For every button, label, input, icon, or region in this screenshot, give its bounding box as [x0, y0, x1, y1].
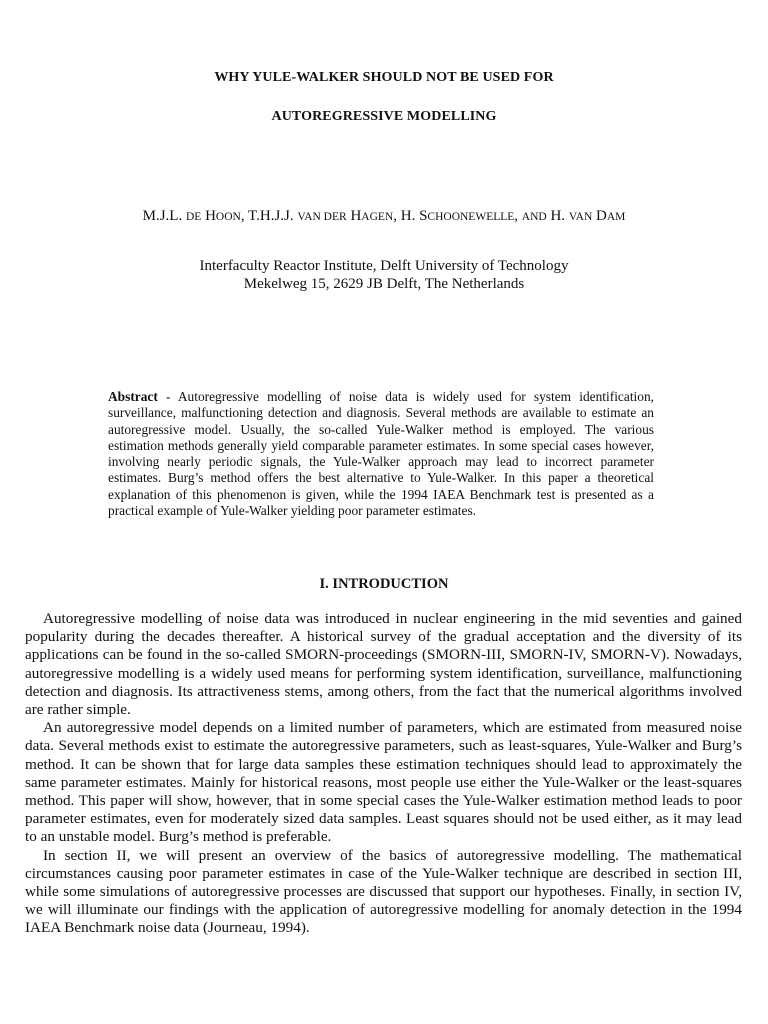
abstract-label: Abstract	[108, 389, 158, 404]
author-list: M.J.L. DE HOON, T.H.J.J. VAN DER HAGEN, H. SCHOONEWELLE, AND H. VAN DAM	[142, 208, 626, 224]
abstract	[108, 389, 654, 519]
paragraph: An autoregressive model depends on a limited number of parameters, which are estimated from measured noise data. Several methods exist to estimate the autoregressive parameters, such as least-squares, Yule-Walker and Burg’s method. It can be shown that for large data samples these estimation techniques should lead to approximately the same parameter estimates. Mainly for historical reasons, most people use either the Yule-Walker or the least-squares method. This paper will show, however, that in some special cases the Yule-Walker estimation method leads to poor parameter estimates, even for moderately sized data samples. Least squares should not be used either, as it may lead to an unstable model. Burg’s method is preferable.	[25, 719, 742, 846]
affiliation-line-1: Interfaculty Reactor Institute, Delft University of Technology	[199, 258, 569, 274]
section-body	[25, 610, 742, 938]
paper-title-line-2: AUTOREGRESSIVE MODELLING	[271, 109, 497, 124]
paper-title-line-1: WHY YULE-WALKER SHOULD NOT BE USED FOR	[214, 70, 554, 85]
abstract-text: - Autoregressive modelling of noise data is widely used for system identification, surveillance, malfunctioning detection and diagnosis. Several methods are available to estimate an autoregressive model. Usually, the so-called Yule-Walker method is employed. The various estimation methods generally yield comparable parameter estimates. In some special cases however, involving nearly periodic signals, the Yule-Walker approach may lead to incorrect parameter estimates. Burg’s method offers the best alternative to Yule-Walker. In this paper a theoretical explanation of this phenomenon is given, while the 1994 IAEA Benchmark test is presented as a practical example of Yule-Walker yielding poor parameter estimates.	[108, 389, 654, 519]
affiliation-line-2: Mekelweg 15, 2629 JB Delft, The Netherlands	[243, 276, 525, 292]
section-heading: I. INTRODUCTION	[319, 576, 449, 592]
paragraph: Autoregressive modelling of noise data was introduced in nuclear engineering in the mid seventies and gained popularity during the decades thereafter. A historical survey of the gradual acceptation and the diversity of its applications can be found in the so-called SMORN-proceedings (SMORN-III, SMORN-IV, SMORN-V). Nowadays, autoregressive modelling is a widely used means for performing system identification, surveillance, malfunctioning detection and diagnosis. Its attractiveness stems, among others, from the fact that the numerical algorithms involved are rather simple.	[25, 610, 742, 719]
paragraph: In section II, we will present an overview of the basics of autoregressive modelling. The mathematical circumstances causing poor parameter estimates in case of the Yule-Walker technique are described in section III, while some simulations of autoregressive processes are discussed that support our hypotheses. Finally, in section IV, we will illuminate our findings with the application of autoregressive modelling for anomaly detection in the 1994 IAEA Benchmark noise data (Journeau, 1994).	[25, 846, 742, 937]
